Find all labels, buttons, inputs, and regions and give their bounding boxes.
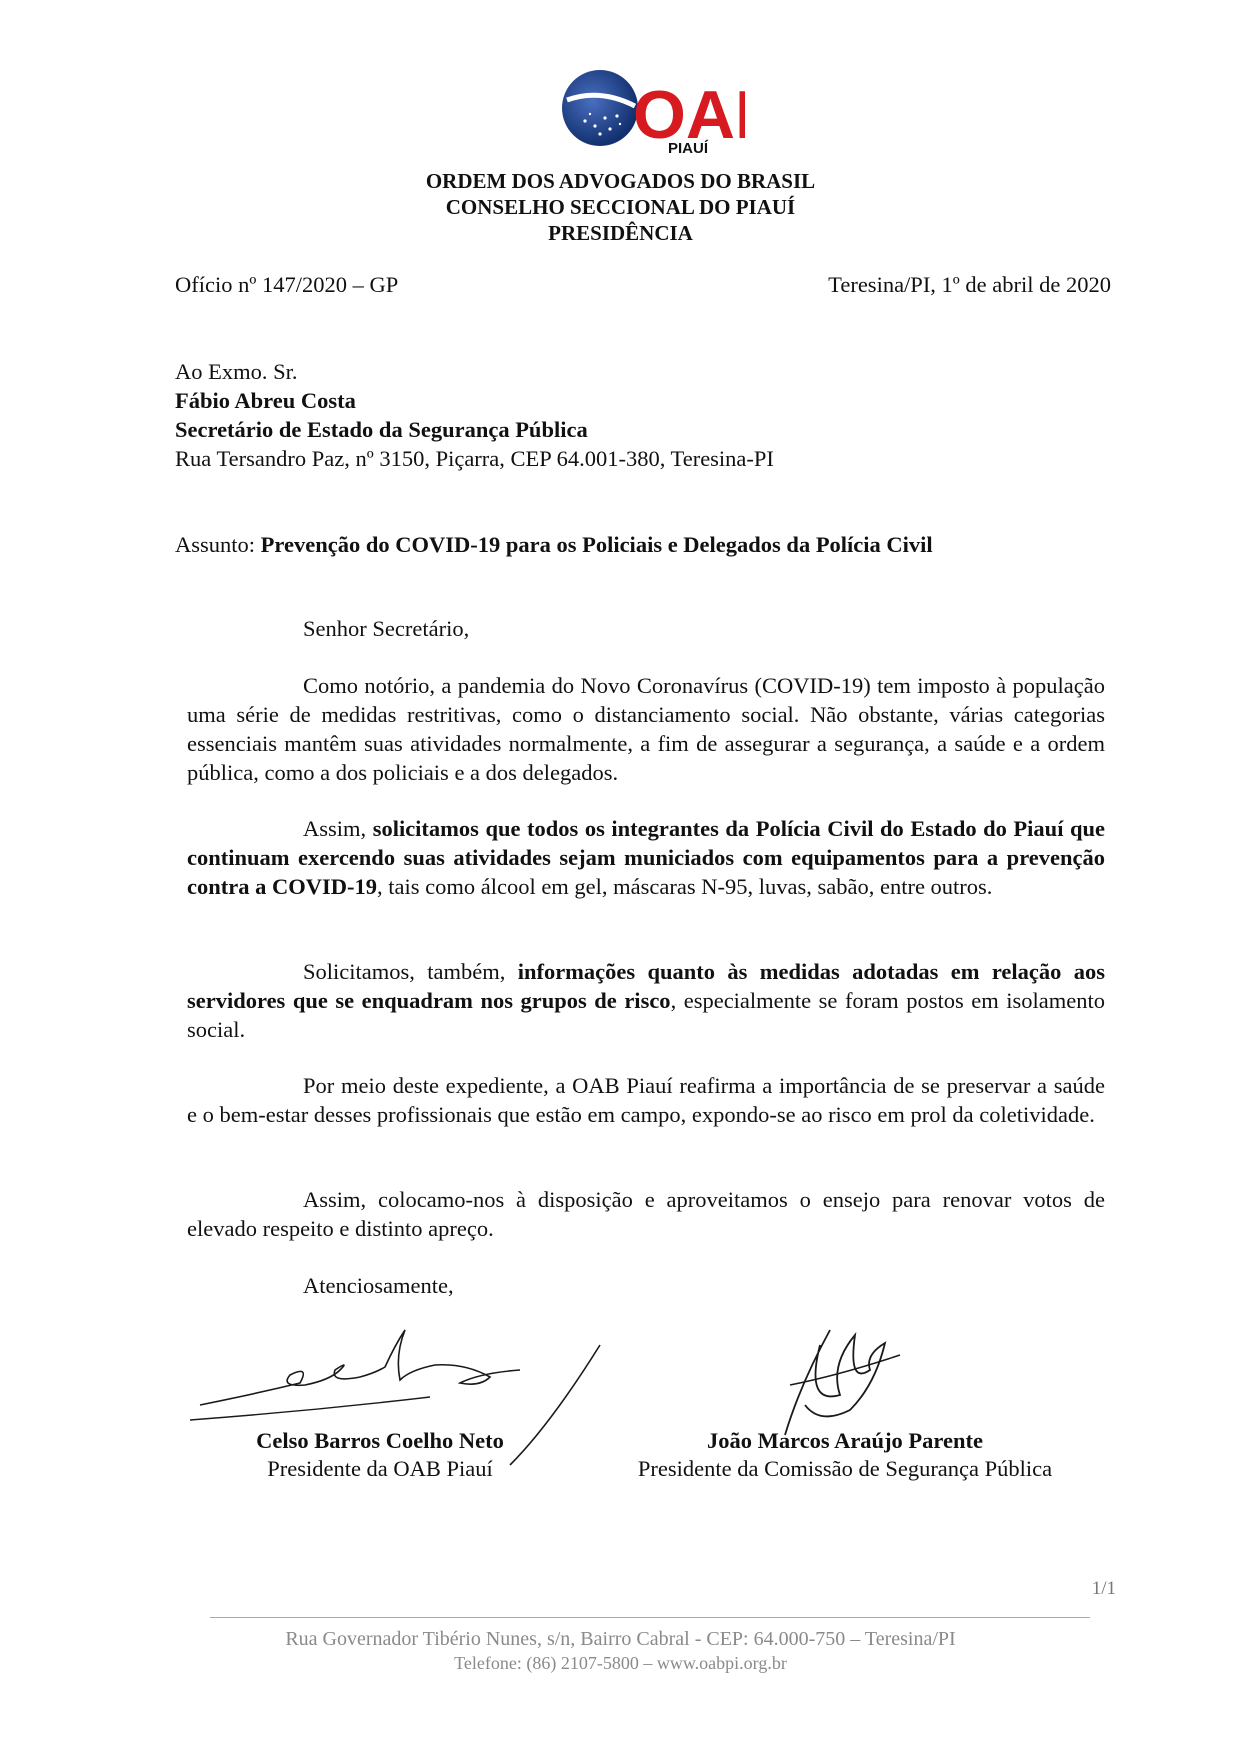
subject <box>175 530 933 559</box>
oficio-number: Ofício nº 147/2020 – GP <box>175 272 399 297</box>
footer-contact: Telefone: (86) 2107-5800 – www.oabpi.org.br <box>454 1653 787 1673</box>
recipient-salutation: Ao Exmo. Sr. <box>175 359 298 384</box>
svg-text:OAB: OA <box>633 77 735 153</box>
closing: Atenciosamente, <box>303 1273 454 1298</box>
date-place: Teresina/PI, 1º de abril de 2020 <box>828 272 1111 297</box>
recipient-title: Secretário de Estado da Segurança Pública <box>175 417 588 442</box>
page-number: 1/1 <box>1091 1578 1116 1599</box>
header-line-2: CONSELHO SECCIONAL DO PIAUÍ <box>445 195 796 219</box>
recipient-address: Rua Tersandro Paz, nº 3150, Piçarra, CEP 64.001-380, Teresina-PI <box>175 446 774 471</box>
recipient-name: Fábio Abreu Costa <box>175 388 356 413</box>
paragraph-5: Assim, colocamo-nos à disposição e aproveitamos o ensejo para renovar votos de elevado respeito e distinto apreço. <box>187 1187 1105 1241</box>
header-line-3: PRESIDÊNCIA <box>548 221 693 245</box>
greeting: Senhor Secretário, <box>303 616 470 641</box>
header-line-1: ORDEM DOS ADVOGADOS DO BRASIL <box>425 169 816 193</box>
signatory-1-role: Presidente da OAB Piauí <box>267 1456 493 1481</box>
signatory-2-name: João Marcos Araújo Parente <box>707 1428 983 1453</box>
footer-divider <box>210 1617 1090 1618</box>
logo-subtitle: PIAUÍ <box>667 140 708 157</box>
paragraph-2: Assim, solicitamos que todos os integrantes da Polícia Civil do Estado do Piauí que continuam exercendo suas atividades sejam municiados com equipamentos para a prevenção contra a COVID-19, tais como álcool em gel, máscaras N-95, luvas, sabão, entre outros. <box>187 816 1105 899</box>
subject-text: Prevenção do COVID-19 para os Policiais e Delegados da Polícia Civil <box>260 532 933 557</box>
signatory-1-name: Celso Barros Coelho Neto <box>256 1428 504 1453</box>
paragraph-4: Por meio deste expediente, a OAB Piauí reafirma a importância de se preservar a saúde e o bem-estar desses profissionais que estão em campo, expondo-se ao risco em prol da coletividade. <box>187 1073 1105 1127</box>
oab-logo <box>555 66 745 166</box>
subject-label: Assunto: <box>175 532 261 557</box>
footer-address: Rua Governador Tibério Nunes, s/n, Bairro Cabral - CEP: 64.000-750 – Teresina/PI <box>285 1628 956 1650</box>
signatory-2-role: Presidente da Comissão de Segurança Pública <box>637 1456 1053 1481</box>
paragraph-3: Solicitamos, também, informações quanto às medidas adotadas em relação aos servidores que se enquadram nos grupos de risco, especialmente se foram postos em isolamento social. <box>187 959 1105 1042</box>
paragraph-1: Como notório, a pandemia do Novo Coronavírus (COVID-19) tem imposto à população uma série de medidas restritivas, como o distanciamento social. Não obstante, várias categorias essenciais mantêm suas atividades normalmente, a fim de assegurar a segurança, a saúde e a ordem pública, como a dos policiais e a dos delegados. <box>187 673 1105 785</box>
